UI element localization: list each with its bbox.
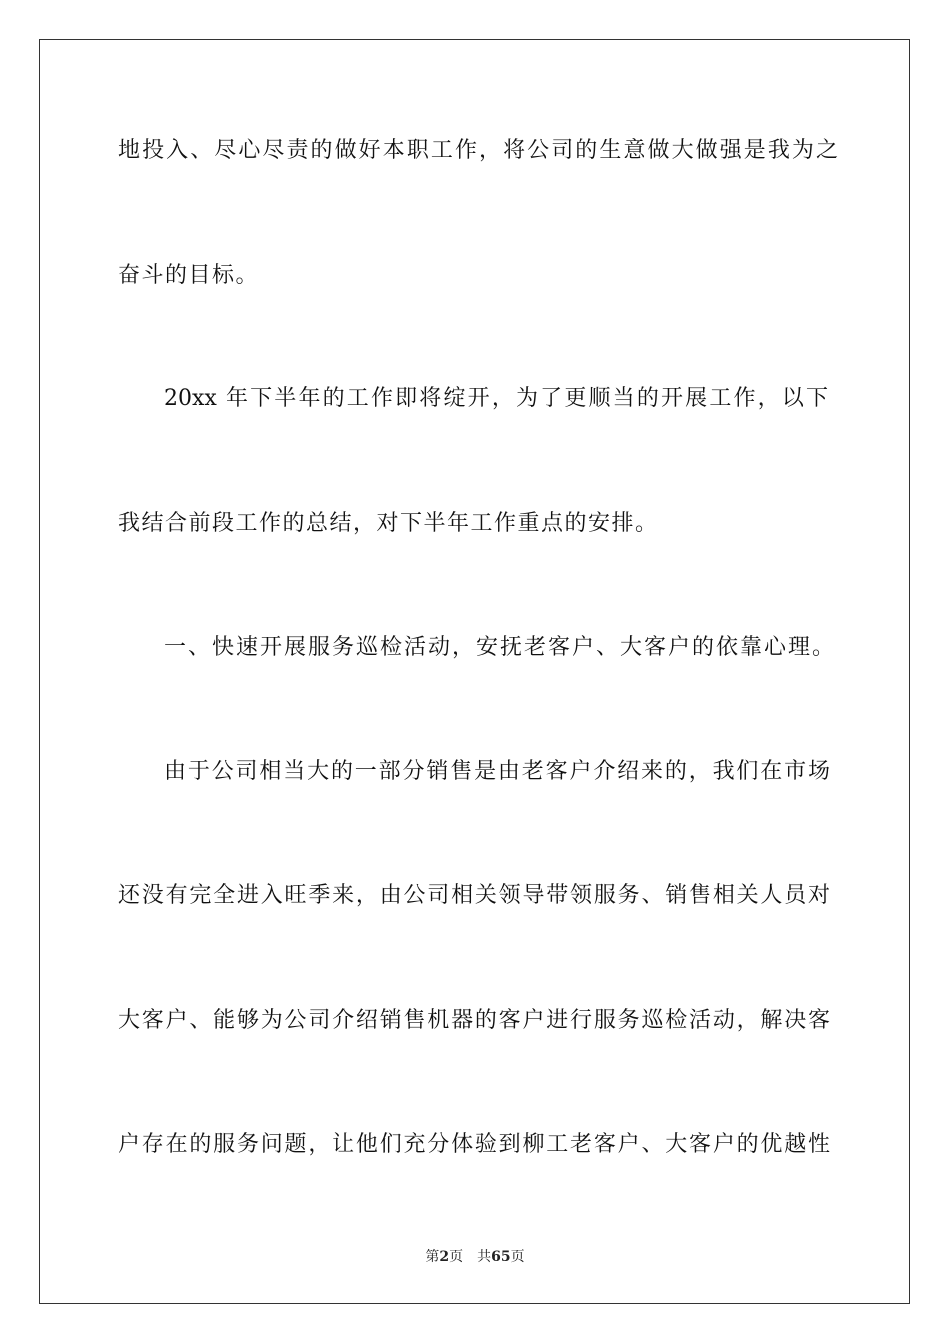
body-line-3: 20xx 年下半年的工作即将绽开，为了更顺当的开展工作，以下 xyxy=(164,386,828,411)
body-line-9: 户存在的服务问题，让他们充分体验到柳工老客户、大客户的优越性 xyxy=(118,1132,830,1157)
footer-page-suffix: 页 xyxy=(449,1249,464,1265)
page-border xyxy=(39,39,910,1304)
body-line-5: 一、快速开展服务巡检活动，安抚老客户、大客户的依靠心理。 xyxy=(164,635,837,660)
footer-total-prefix: 共 xyxy=(477,1249,492,1265)
body-line-8: 大客户、能够为公司介绍销售机器的客户进行服务巡检活动，解决客 xyxy=(118,1008,830,1033)
body-line-4: 我结合前段工作的总结，对下半年工作重点的安排。 xyxy=(118,511,659,536)
footer-page-prefix: 第 xyxy=(425,1249,440,1265)
body-line-6: 由于公司相当大的一部分销售是由老客户介绍来的，我们在市场 xyxy=(164,759,830,784)
page-footer xyxy=(0,1248,950,1266)
footer-total-suffix: 页 xyxy=(510,1249,525,1265)
body-line-1: 地投入、尽心尽责的做好本职工作，将公司的生意做大做强是我为之 xyxy=(118,138,838,163)
footer-page-number: 2 xyxy=(439,1249,450,1265)
footer-total-pages: 65 xyxy=(491,1249,511,1265)
body-line-2: 奋斗的目标。 xyxy=(118,263,260,288)
body-line-7: 还没有完全进入旺季来，由公司相关领导带领服务、销售相关人员对 xyxy=(118,883,830,908)
